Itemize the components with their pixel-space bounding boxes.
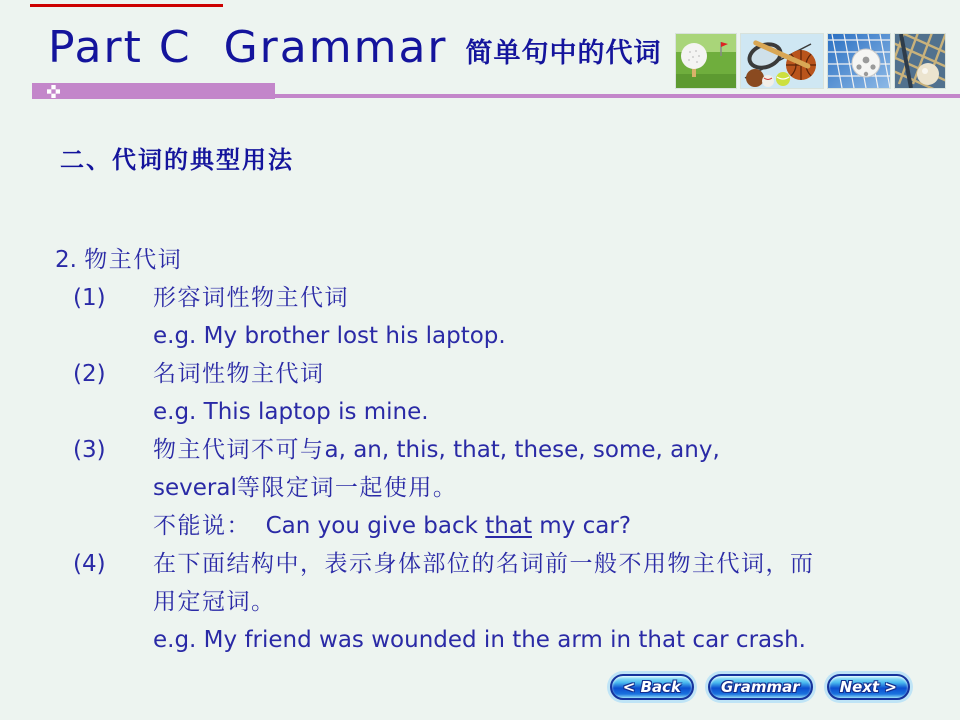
content-line bbox=[73, 279, 960, 317]
item-number bbox=[73, 507, 153, 545]
item-number: (3) bbox=[73, 437, 106, 463]
header-photo-strip bbox=[676, 34, 945, 88]
text-segment: e.g. This laptop is mine. bbox=[153, 399, 429, 425]
item-number: (4) bbox=[73, 551, 106, 577]
item-number bbox=[73, 621, 153, 659]
content-line bbox=[73, 507, 960, 545]
line-text bbox=[153, 507, 631, 545]
text-segment: 等限定词一起使用。 bbox=[236, 475, 458, 500]
item-number: (2) bbox=[73, 361, 106, 387]
text-segment: 形容词性物主代词 bbox=[153, 285, 349, 310]
content-line bbox=[73, 355, 960, 393]
divider-thin-line bbox=[275, 94, 960, 98]
content-line bbox=[73, 469, 960, 507]
text-segment: several bbox=[153, 475, 237, 501]
sports-equipment-photo bbox=[741, 34, 823, 88]
item-number: (1) bbox=[73, 285, 106, 311]
back-button[interactable]: < Back bbox=[610, 674, 694, 700]
content-line bbox=[55, 241, 960, 279]
line-text bbox=[153, 355, 325, 393]
line-text bbox=[153, 583, 276, 621]
line-text bbox=[153, 469, 457, 507]
line-text bbox=[153, 545, 815, 583]
section-heading: 二、代词的典型用法 bbox=[60, 146, 294, 174]
grammar-button[interactable]: Grammar bbox=[708, 674, 813, 700]
line-text bbox=[153, 317, 506, 355]
text-segment: 在下面结构中，表示身体部位的名词前一般不用物主代词，而 bbox=[153, 551, 815, 576]
text-segment: a, an, this, that, these, some, any, bbox=[324, 437, 720, 463]
text-segment: 物主代词 bbox=[84, 247, 183, 272]
line-text bbox=[153, 621, 806, 659]
text-segment: e.g. My brother lost his laptop. bbox=[153, 323, 506, 349]
item-number bbox=[73, 583, 153, 621]
line-text bbox=[153, 279, 349, 317]
title-chinese-subtitle: 简单句中的代词 bbox=[465, 38, 662, 68]
underlined-word: that bbox=[485, 513, 532, 539]
golf-ball-photo bbox=[676, 34, 736, 88]
header-divider bbox=[0, 83, 960, 99]
slide-body bbox=[0, 241, 960, 659]
text-segment: 用定冠词。 bbox=[153, 589, 276, 614]
line-text bbox=[153, 393, 429, 431]
item-number bbox=[73, 469, 153, 507]
next-button[interactable]: Next > bbox=[827, 674, 910, 700]
content-line bbox=[73, 583, 960, 621]
diamond-cross-icon bbox=[47, 85, 60, 98]
content-line bbox=[73, 393, 960, 431]
content-line bbox=[73, 431, 960, 469]
item-number bbox=[73, 317, 153, 355]
title-grammar: Grammar bbox=[223, 22, 448, 73]
content-line bbox=[73, 545, 960, 583]
line-text bbox=[153, 431, 720, 469]
title-part-c: Part C bbox=[48, 22, 192, 73]
divider-thick-bar bbox=[32, 83, 275, 99]
net-closeup-photo bbox=[895, 34, 945, 88]
item-number bbox=[73, 393, 153, 431]
soccer-ball-in-net-photo bbox=[828, 34, 890, 88]
text-segment: e.g. My friend was wounded in the arm in that car crash. bbox=[153, 627, 806, 653]
text-segment: 物主代词不可与 bbox=[153, 437, 325, 462]
text-segment: Can you give back bbox=[251, 513, 486, 539]
text-segment: 不能说： bbox=[153, 513, 251, 538]
content-line bbox=[73, 317, 960, 355]
nav-button-bar bbox=[610, 674, 910, 700]
content-line bbox=[73, 621, 960, 659]
line-text bbox=[55, 241, 182, 279]
page-title bbox=[48, 22, 662, 73]
text-segment: 名词性物主代词 bbox=[153, 361, 325, 386]
text-segment: 2. bbox=[55, 247, 85, 273]
text-segment: my car? bbox=[532, 513, 632, 539]
